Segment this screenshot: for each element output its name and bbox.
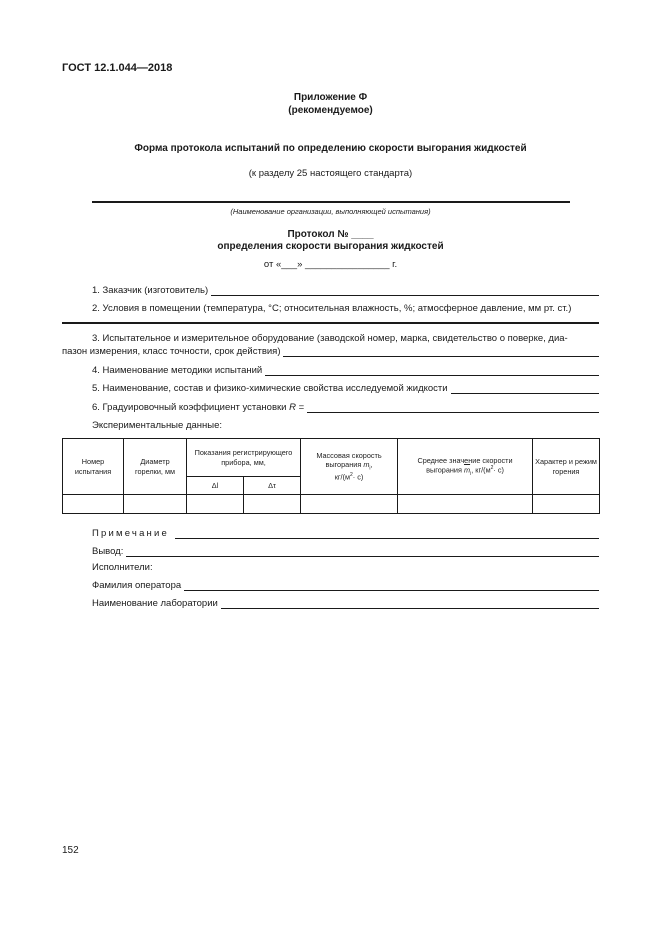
protocol-title: Протокол № ____ <box>287 229 374 240</box>
customer-line[interactable] <box>211 285 599 296</box>
methods-label: 4. Наименование методики испытаний <box>92 365 263 376</box>
table-cell[interactable] <box>187 495 244 514</box>
page-number: 152 <box>62 845 79 856</box>
table-cell[interactable] <box>301 495 398 514</box>
col-readings-header: Показания регистрирующего прибора, мм, <box>187 439 301 477</box>
operator-field[interactable] <box>92 578 599 591</box>
sub-dl-header: Δl <box>187 477 244 495</box>
note-label: Примечание <box>92 528 169 539</box>
form-title: Форма протокола испытаний по определению скорости выгорания жидкостей <box>134 143 527 154</box>
note-line[interactable] <box>175 528 599 539</box>
liquid-line[interactable] <box>451 383 599 394</box>
table-cell[interactable] <box>244 495 301 514</box>
equipment-label-2: пазон измерения, класс точности, срок действия) <box>62 346 281 357</box>
protocol-subtitle: определения скорости выгорания жидкостей <box>217 241 444 252</box>
conclusion-field[interactable] <box>92 544 599 557</box>
col-diameter-header: Диаметр горелки, мм <box>124 439 187 495</box>
liquid-field[interactable] <box>92 381 599 394</box>
col-number-header: Номер испытания <box>63 439 124 495</box>
laboratory-label: Наименование лаборатории <box>92 598 218 609</box>
coef-field[interactable] <box>92 400 599 413</box>
experimental-table <box>62 438 600 514</box>
methods-line[interactable] <box>265 365 599 376</box>
liquid-label: 5. Наименование, состав и физико-химические свойства исследуемой жидкости <box>92 383 448 394</box>
coef-variable: R <box>289 402 296 413</box>
conclusion-label: Вывод: <box>92 546 124 557</box>
col-character-header: Характер и режим горения <box>533 439 600 495</box>
operator-line[interactable] <box>184 580 599 591</box>
experimental-label: Экспериментальные данные: <box>92 420 223 431</box>
coef-line[interactable] <box>307 402 599 413</box>
standard-header: ГОСТ 12.1.044—2018 <box>62 62 173 74</box>
col-mass-rate-header: Массовая скорость выгорания $m_i$, $кг/(м^2\cdot с)$ <box>301 439 398 495</box>
conditions-line[interactable] <box>62 322 599 324</box>
protocol-date: от «___» ________________ г. <box>263 259 398 270</box>
section-reference: (к разделу 25 настоящего стандарта) <box>248 168 413 179</box>
conclusion-line[interactable] <box>126 546 599 557</box>
table-cell[interactable] <box>398 495 533 514</box>
appendix-status: (рекомендуемое) <box>288 105 373 116</box>
equipment-field[interactable] <box>62 344 599 357</box>
laboratory-line[interactable] <box>221 598 599 609</box>
table-cell[interactable] <box>533 495 600 514</box>
table-cell[interactable] <box>124 495 187 514</box>
note-field[interactable] <box>92 526 599 539</box>
equipment-line[interactable] <box>283 346 599 357</box>
customer-label: 1. Заказчик (изготовитель) <box>92 285 209 296</box>
equipment-label-1: 3. Испытательное и измерительное оборудование (заводской номер, марка, свидетельство о поверке, диа- <box>92 333 568 344</box>
table-cell[interactable] <box>63 495 124 514</box>
organization-caption: (Наименование организации, выполняющей испытания) <box>230 207 431 216</box>
laboratory-field[interactable] <box>92 596 599 609</box>
col-average-header: Среднее значение скорости выгорания $\overline{m}_i$, $кг/(м^2\cdot с)$ <box>398 439 533 495</box>
executors-label: Исполнители: <box>92 562 153 573</box>
appendix-title: Приложение Ф <box>293 92 368 103</box>
conditions-label: 2. Условия в помещении (температура, °С; относительная влажность, %; атмосферное давление, мм рт. ст.) <box>92 303 572 314</box>
methods-field[interactable] <box>92 363 599 376</box>
operator-label: Фамилия оператора <box>92 580 182 591</box>
coef-equals: = <box>298 402 305 413</box>
organization-line[interactable] <box>92 201 570 203</box>
coef-label: 6. Градуировочный коэффициент установки <box>92 402 287 413</box>
customer-field[interactable] <box>92 283 599 296</box>
sub-dt-header: Δτ <box>244 477 301 495</box>
